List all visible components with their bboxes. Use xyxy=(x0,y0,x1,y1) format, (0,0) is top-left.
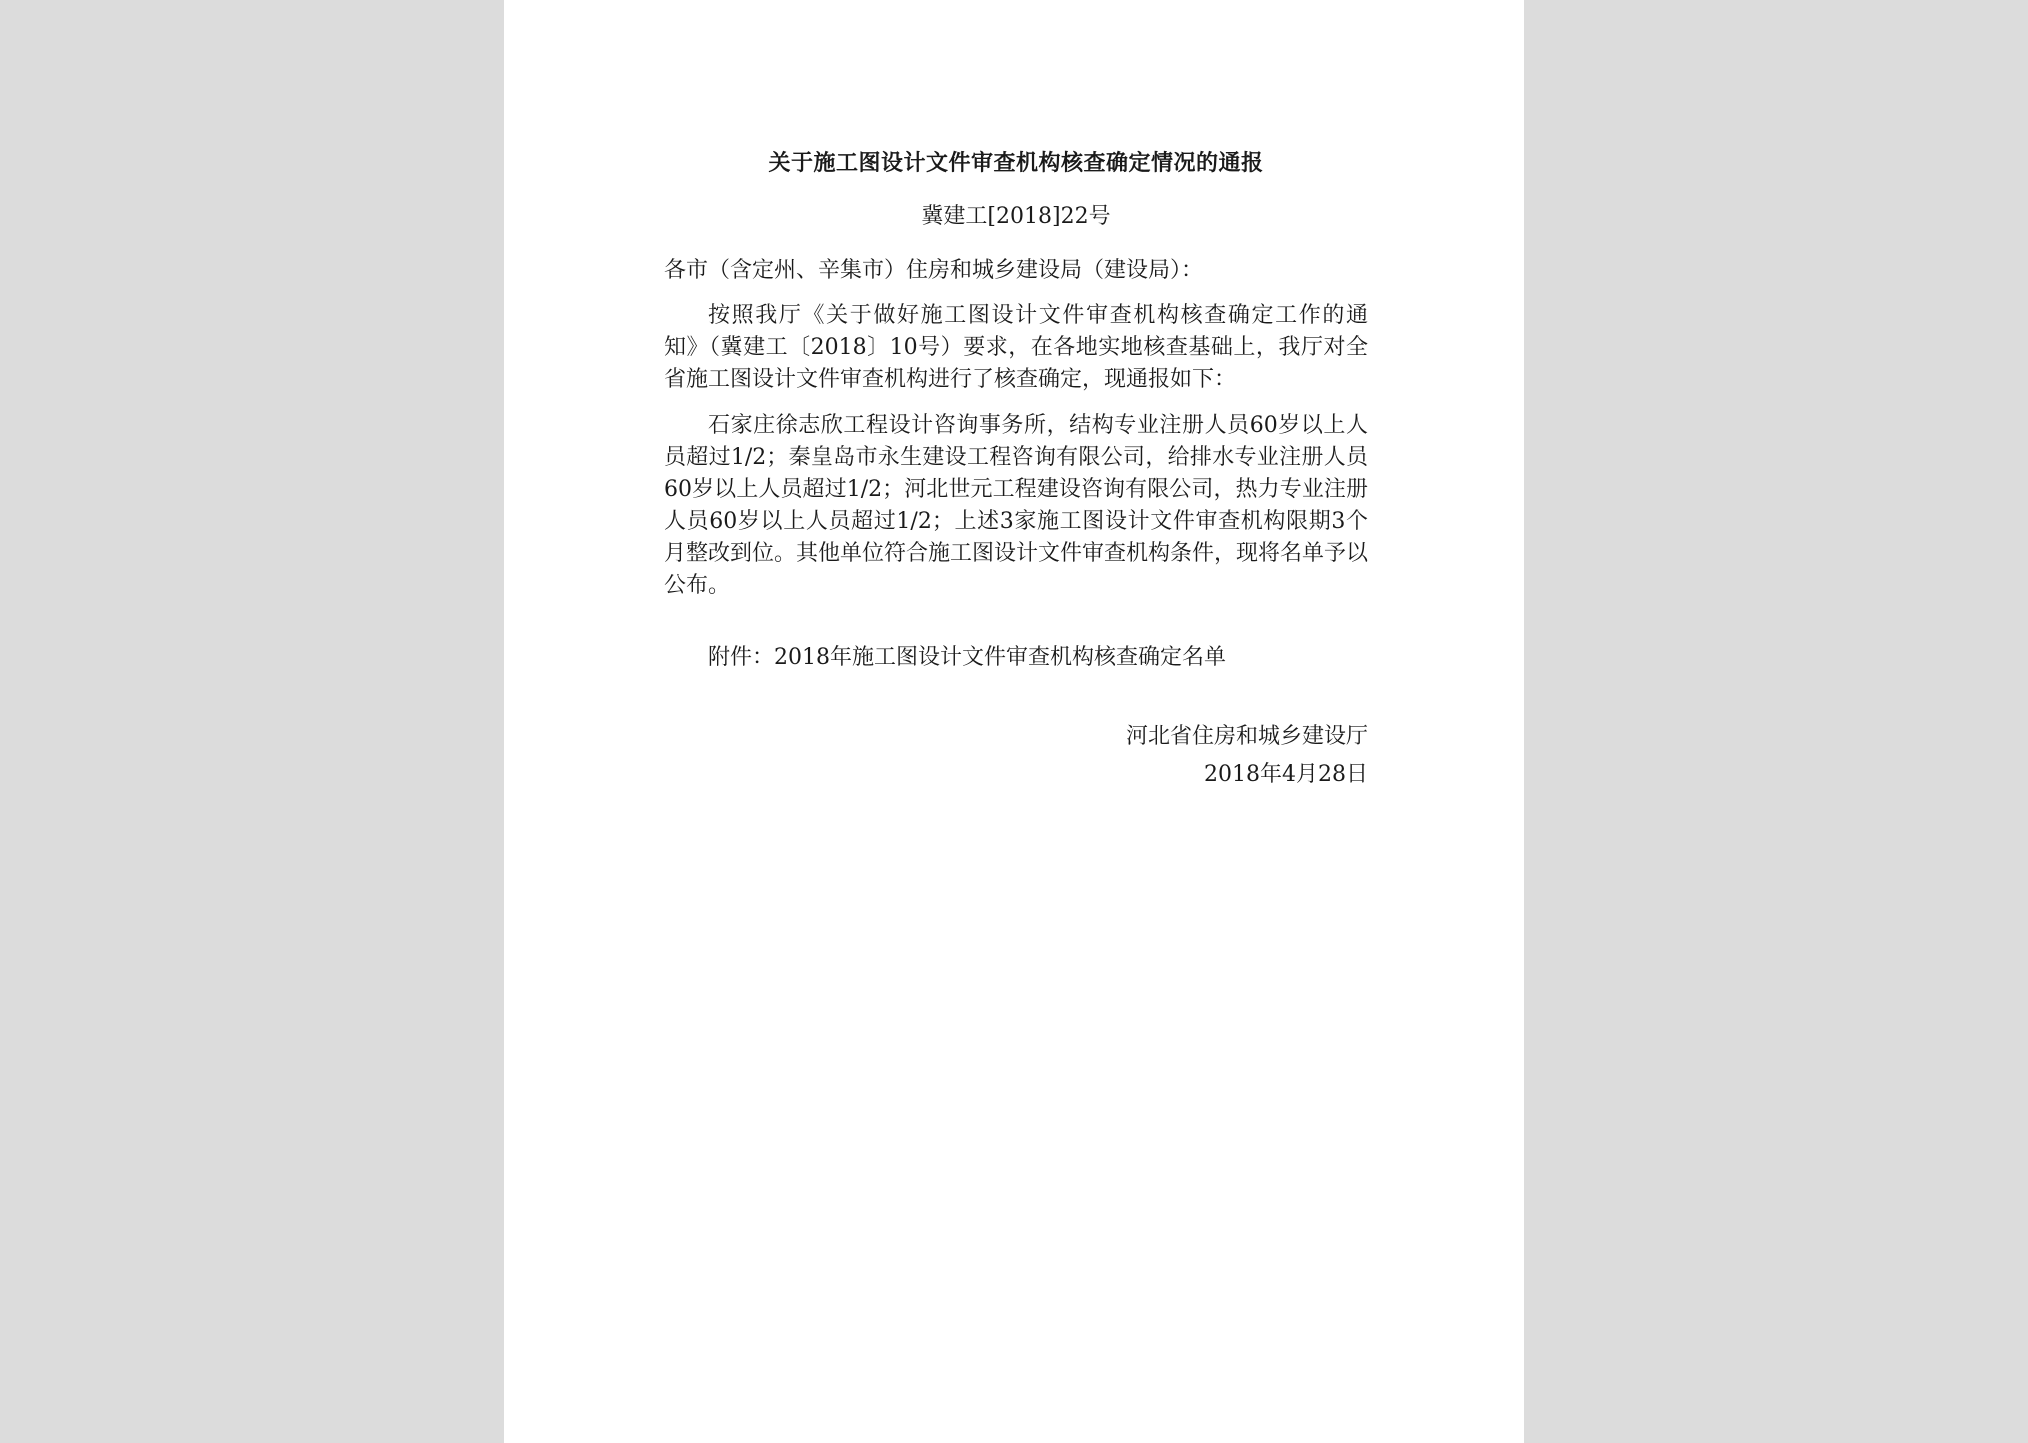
document-title: 关于施工图设计文件审查机构核查确定情况的通报 xyxy=(768,150,1264,176)
document-content xyxy=(664,146,1368,794)
attachment-note: 附件：2018年施工图设计文件审查机构核查确定名单 xyxy=(708,645,1226,670)
body-paragraph: 石家庄徐志欣工程设计咨询事务所，结构专业注册人员60岁以上人员超过1/2；秦皇岛市永生建设工程咨询有限公司，给排水专业注册人员60岁以上人员超过1/2；河北世元工程建设咨询有限公司，热力专业注册人员60岁以上人员超过1/2；上述3家施工图设计文件审查机构限期3个月整改到位。其他单位符合施工图设计文件审查机构条件，现将名单予以公布。 xyxy=(664,413,1369,598)
issuing-organization: 河北省住房和城乡建设厅 xyxy=(1125,724,1368,749)
document-number: 冀建工[2018]22号 xyxy=(921,204,1111,229)
signature-block xyxy=(664,718,1368,794)
addressee: 各市（含定州、辛集市）住房和城乡建设局（建设局）： xyxy=(664,258,1204,283)
issue-date: 2018年4月28日 xyxy=(1204,762,1368,787)
document-page xyxy=(504,0,1524,1443)
body-paragraph: 按照我厅《关于做好施工图设计文件审查机构核查确定工作的通知》（冀建工〔2018〕10号）要求，在各地实地核查基础上，我厅对全省施工图设计文件审查机构进行了核查确定，现通报如下： xyxy=(664,303,1368,392)
